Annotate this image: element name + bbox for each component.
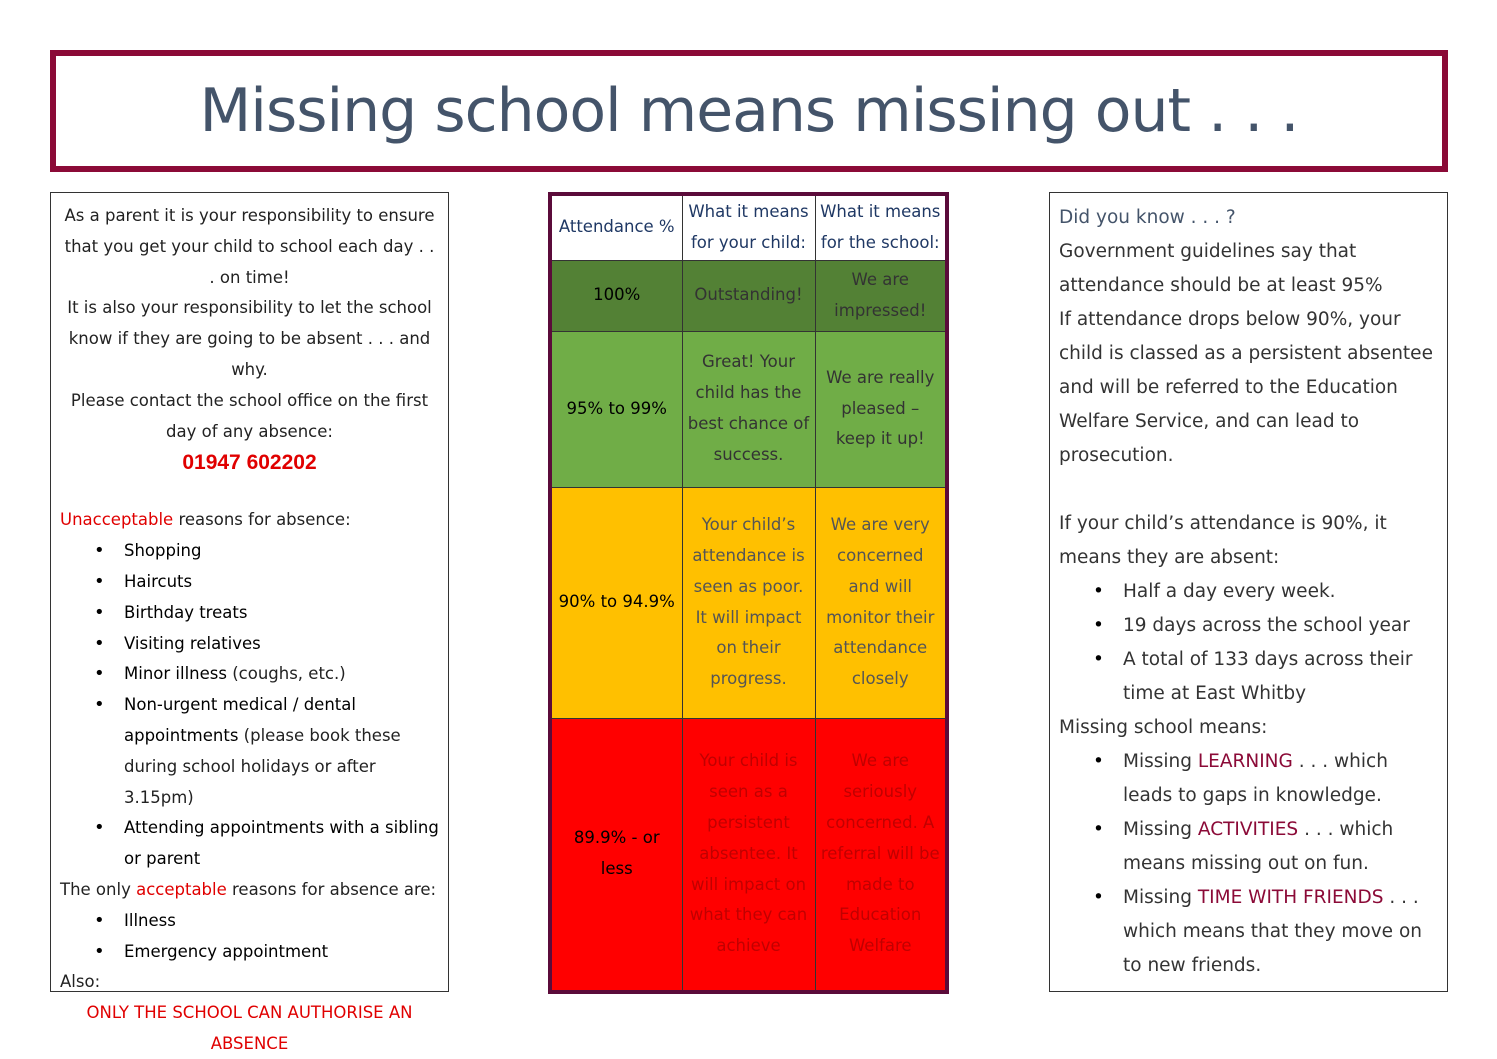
- header-attendance: Attendance %: [550, 194, 682, 260]
- attendance-pct: 100%: [550, 260, 682, 331]
- table-row: [550, 718, 947, 992]
- did-you-know-heading: Did you know . . . ?: [1059, 207, 1236, 228]
- unacceptable-list: [60, 536, 439, 875]
- attendance-pct: 89.9% - or less: [550, 718, 682, 992]
- meaning-school: We are really pleased – keep it up!: [815, 331, 947, 487]
- meaning-child: Outstanding!: [682, 260, 815, 331]
- meaning-child: Your child’s attendance is seen as poor. It will impact on their progress.: [682, 487, 815, 718]
- unacceptable-heading: [60, 505, 439, 536]
- list-item: • 19 days across the school year: [1059, 609, 1438, 643]
- list-item: • Emergency appointment: [60, 937, 439, 968]
- table-row: [550, 487, 947, 718]
- list-item: • Minor illness (coughs, etc.): [60, 659, 439, 690]
- list-item: • Half a day every week.: [1059, 575, 1438, 609]
- meaning-school: We are impressed!: [815, 260, 947, 331]
- list-item: • Illness: [60, 906, 439, 937]
- acceptable-heading: The only acceptable reasons for absence are:: [60, 879, 437, 899]
- unacceptable-rest: reasons for absence:: [173, 510, 351, 530]
- header-child: What it means for your child:: [682, 194, 815, 260]
- acceptable-word: acceptable: [136, 879, 227, 899]
- unacceptable-word: Unacceptable: [60, 510, 174, 530]
- list-item: • Birthday treats: [60, 598, 439, 629]
- list-item: • A total of 133 days across their time at East Whitby: [1059, 643, 1438, 711]
- page-title: Missing school means missing out . . .: [199, 76, 1299, 146]
- list-item: • Non-urgent medical / dental appointments (please book these during school holidays or after 3.15pm): [60, 690, 439, 813]
- acceptable-list: [60, 906, 439, 968]
- meaning-child: Your child is seen as a persistent absentee. It will impact on what they can achieve: [682, 718, 815, 992]
- ninety-percent-text: If your child’s attendance is 90%, it means they are absent:: [1059, 513, 1387, 568]
- did-you-know-panel: [1049, 192, 1448, 992]
- header-school: What it means for the school:: [815, 194, 947, 260]
- absent-list: [1059, 575, 1438, 711]
- meaning-school: We are very concerned and will monitor their attendance closely: [815, 487, 947, 718]
- list-item: • Missing ACTIVITIES . . . which means missing out on fun.: [1059, 813, 1438, 881]
- meaning-school: We are seriously concerned. A referral will be made to Education Welfare: [815, 718, 947, 992]
- table-header-row: [550, 194, 947, 260]
- school-phone-number: 01947 602202: [182, 451, 317, 475]
- persistent-absentee-text: If attendance drops below 90%, your child is classed as a persistent absentee and will be referred to the Education Welfare Service, and can lead to prosecution.: [1059, 309, 1433, 466]
- list-item: • Visiting relatives: [60, 629, 439, 660]
- guideline-text: Government guidelines say that attendance should be at least 95%: [1059, 241, 1383, 296]
- intro-text-2: It is also your responsibility to let the school know if they are going to be absent . . . and why.: [67, 298, 432, 379]
- meaning-child: Great! Your child has the best chance of success.: [682, 331, 815, 487]
- list-item: • Shopping: [60, 536, 439, 567]
- list-item: • Missing LEARNING . . . which leads to gaps in knowledge.: [1059, 745, 1438, 813]
- list-item: • Missing TIME WITH FRIENDS . . . which means that they move on to new friends.: [1059, 881, 1438, 983]
- attendance-table: [548, 192, 949, 994]
- authorise-notice: ONLY THE SCHOOL CAN AUTHORISE AN ABSENCE: [86, 1003, 413, 1053]
- also-label: Also:: [60, 972, 101, 992]
- missing-list: [1059, 745, 1438, 983]
- attendance-pct: 90% to 94.9%: [550, 487, 682, 718]
- parent-responsibility-panel: [50, 192, 449, 1053]
- missing-intro: Missing school means:: [1059, 717, 1268, 738]
- table-row: [550, 260, 947, 331]
- list-item: • Haircuts: [60, 567, 439, 598]
- title-banner: [50, 50, 1448, 172]
- intro-text-3: Please contact the school office on the first day of any absence:: [70, 390, 429, 441]
- table-row: [550, 331, 947, 487]
- list-item: • Attending appointments with a sibling or parent: [60, 813, 439, 875]
- intro-text-1: As a parent it is your responsibility to ensure that you get your child to school each day . . . on time!: [64, 206, 435, 287]
- attendance-pct: 95% to 99%: [550, 331, 682, 487]
